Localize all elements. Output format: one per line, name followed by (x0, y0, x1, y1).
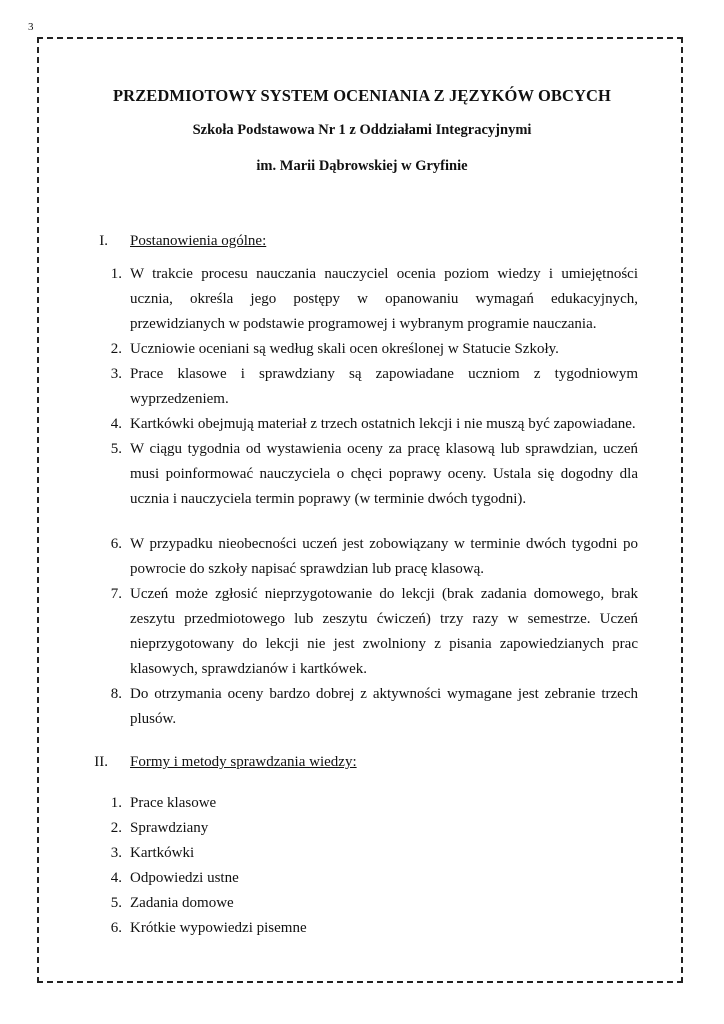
list-item (110, 682, 638, 732)
list-item (110, 412, 638, 437)
list-item-number: 4. (110, 416, 122, 432)
list-item-text: Prace klasowe (130, 795, 217, 811)
school-patron: im. Marii Dąbrowskiej w Gryfinie (256, 158, 468, 174)
section-number: II. (94, 754, 108, 770)
document-title: PRZEDMIOTOWY SYSTEM OCENIANIA Z JĘZYKÓW OBCYCH (113, 86, 611, 105)
list-item-text: Kartkówki obejmują materiał z trzech ostatnich lekcji i nie muszą być zapowiadane. (130, 416, 636, 432)
list-item (110, 841, 638, 866)
list-item-text: Uczniowie oceniani są według skali ocen określonej w Statucie Szkoły. (130, 341, 559, 357)
list-item-text: W trakcie procesu nauczania nauczyciel ocenia poziom wiedzy i umiejętności ucznia, określa jego postępy w opanowaniu wymagań edukacyjnych, przewidzianych w podstawie programowej i wybranym programie nauczania. (130, 266, 638, 332)
list-item-text: Krótkie wypowiedzi pisemne (130, 920, 307, 936)
list-item-text: Odpowiedzi ustne (130, 870, 239, 886)
list-item (110, 337, 638, 362)
section-heading: Postanowienia ogólne: (130, 233, 267, 249)
list-item (110, 262, 638, 337)
list-item-number: 7. (110, 586, 122, 602)
list-item (110, 916, 638, 941)
list-item-text: Prace klasowe i sprawdziany są zapowiadane uczniom z tygodniowym wyprzedzeniem. (130, 366, 638, 407)
list-item-number: 1. (110, 795, 122, 811)
list-item-number: 2. (110, 820, 122, 836)
list-item (110, 362, 638, 412)
list-item-text: Sprawdziany (130, 820, 209, 836)
list-item-number: 6. (110, 536, 122, 552)
list-item-number: 4. (110, 870, 122, 886)
section-number: I. (99, 233, 108, 249)
list-item-text: Uczeń może zgłosić nieprzygotowanie do lekcji (brak zadania domowego, brak zeszytu przedmiotowego lub zeszytu ćwiczeń) trzy razy w semestrze. Uczeń nieprzygotowany do lekcji nie jest zwolniony z pisania zapowiedzianych prac klasowych, sprawdzianów i kartkówek. (130, 586, 638, 677)
list-item (110, 582, 638, 682)
list-item (110, 866, 638, 891)
list-item (110, 891, 638, 916)
list-item-number: 5. (110, 441, 122, 457)
list-item-text: W przypadku nieobecności uczeń jest zobowiązany w terminie dwóch tygodni po powrocie do szkoły napisać sprawdzian lub pracę klasową. (130, 536, 638, 577)
list-item-number: 2. (110, 341, 122, 357)
list-item-number: 5. (110, 895, 122, 911)
list-item (110, 532, 638, 582)
list-item (110, 437, 638, 512)
list-item (110, 816, 638, 841)
section-heading: Formy i metody sprawdzania wiedzy: (130, 754, 357, 770)
list-item-text: Kartkówki (130, 845, 195, 861)
list-item-text: Do otrzymania oceny bardzo dobrej z aktywności wymagane jest zebranie trzech plusów. (130, 686, 638, 727)
list-item-number: 3. (110, 845, 122, 861)
list-item-number: 3. (110, 366, 122, 382)
list-item-text: W ciągu tygodnia od wystawienia oceny za pracę klasową lub sprawdzian, uczeń musi poinformować nauczyciela o chęci poprawy oceny. Ustala się dogodny dla ucznia i nauczyciela termin poprawy (w terminie dwóch tygodni). (130, 441, 638, 507)
school-name: Szkoła Podstawowa Nr 1 z Oddziałami Integracyjnymi (192, 122, 532, 138)
list-item (110, 791, 638, 816)
list-item-number: 8. (110, 686, 122, 702)
page-marker: 3 (28, 21, 34, 33)
list-item-number: 1. (110, 266, 122, 282)
list-item-text: Zadania domowe (130, 895, 234, 911)
list-item-number: 6. (110, 920, 122, 936)
